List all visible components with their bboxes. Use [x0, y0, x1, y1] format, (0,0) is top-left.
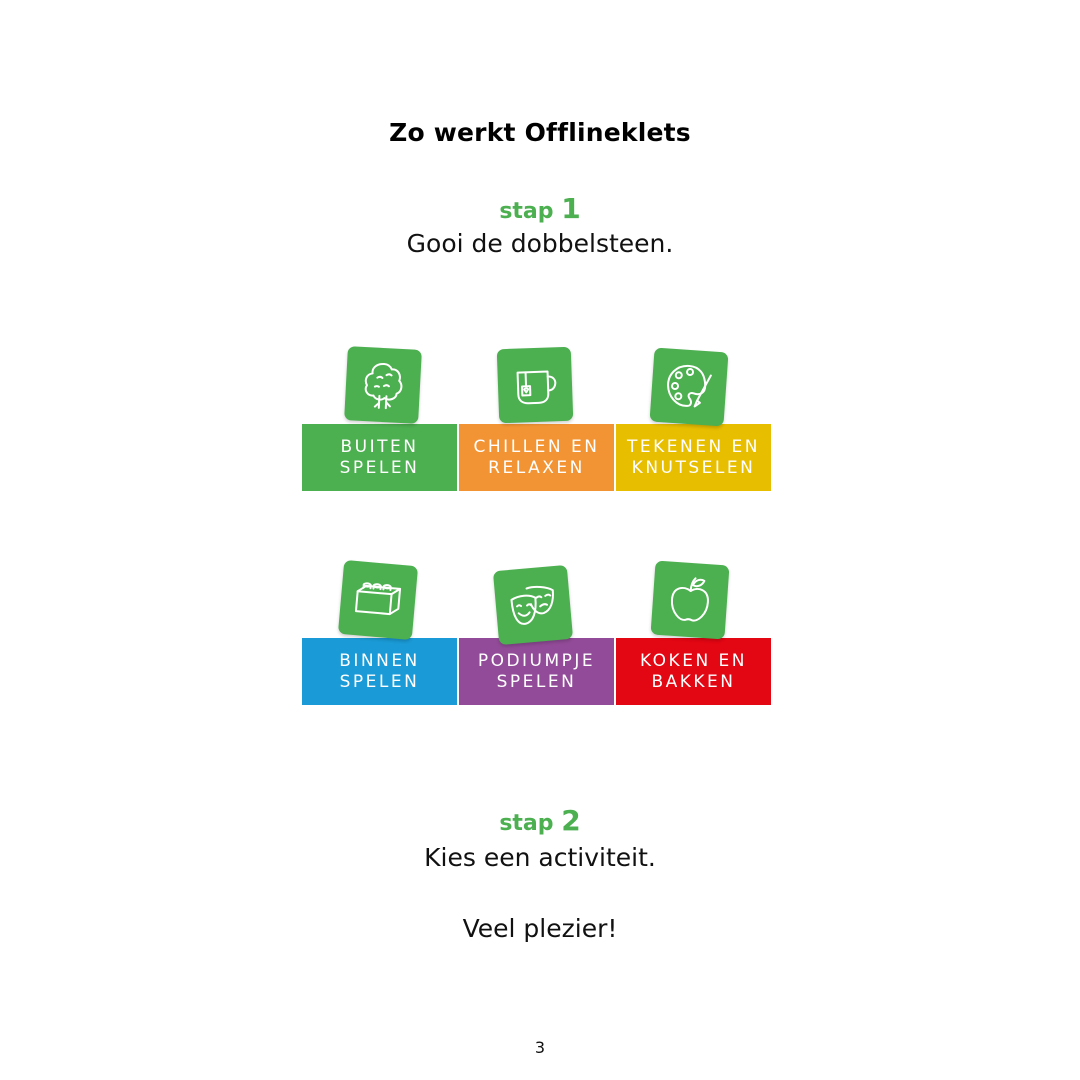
tree-icon — [355, 357, 412, 414]
step-1-label — [0, 192, 1080, 225]
closing-text: Veel plezier! — [462, 914, 618, 943]
die-face-koken-en-bakken — [651, 561, 730, 640]
category-tile-tekenen-en-knutselen: TEKENEN EN KNUTSELEN — [616, 424, 771, 491]
tea-cup-icon — [507, 357, 563, 413]
category-tile-podiumpje-spelen: PODIUMPJE SPELEN — [459, 638, 614, 705]
step-1-word: stap — [499, 199, 554, 224]
page-title: Zo werkt Offlineklets — [389, 118, 691, 147]
apple-icon — [661, 571, 719, 629]
die-face-tekenen-en-knutselen — [650, 348, 729, 427]
page-number: 3 — [534, 1038, 546, 1057]
step-2-number: 2 — [561, 804, 581, 837]
category-tile-koken-en-bakken: KOKEN EN BAKKEN — [616, 638, 771, 705]
die-face-buiten-spelen — [344, 346, 422, 424]
step-2-word: stap — [499, 811, 554, 836]
die-face-podiumpje-spelen — [493, 565, 573, 645]
step-1-instruction: Gooi de dobbelsteen. — [406, 229, 674, 258]
category-tile-buiten-spelen: BUITEN SPELEN — [302, 424, 457, 491]
toy-brick-icon — [349, 571, 408, 630]
theater-masks-icon — [504, 576, 563, 635]
category-tile-binnen-spelen: BINNEN SPELEN — [302, 638, 457, 705]
die-face-chillen-en-relaxen — [497, 347, 574, 424]
die-face-binnen-spelen — [338, 560, 418, 640]
step-1-number: 1 — [561, 192, 581, 225]
paint-palette-icon — [660, 358, 718, 416]
step-2-instruction: Kies een activiteit. — [424, 843, 656, 872]
category-tile-chillen-en-relaxen: CHILLEN EN RELAXEN — [459, 424, 614, 491]
step-2-label — [0, 804, 1080, 837]
